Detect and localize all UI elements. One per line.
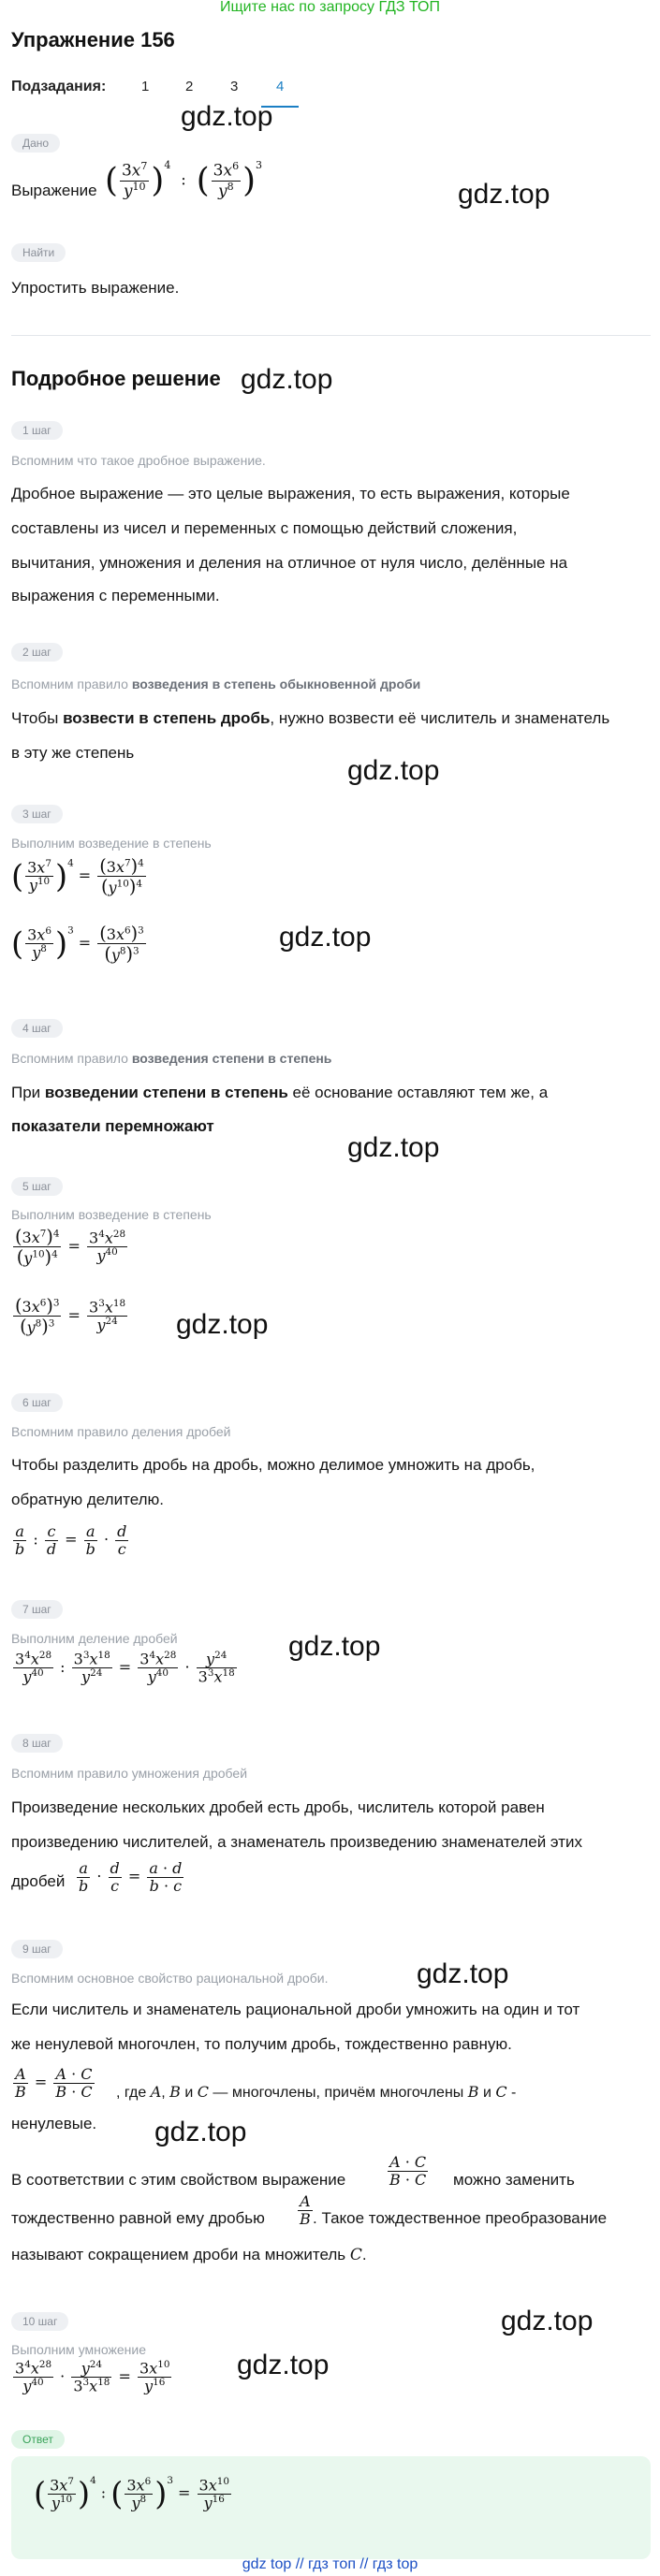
watermark: gdz.top xyxy=(279,922,372,953)
formula-inline-ac-bc: $\frac{A \cdot C}{B \cdot C}$ xyxy=(389,2153,427,2189)
given-expression: ( $\frac{3x^7}{y^{10}}$ )$^4$ : ( $\frac{3x^6}{y^8}$ )$^3$ xyxy=(105,159,263,201)
step-pill: 1 шаг xyxy=(11,421,63,440)
subtask-tab-1[interactable]: 1 xyxy=(141,79,150,95)
solution-title: Подробное решение xyxy=(11,367,221,390)
subtasks-label: Подзадания: xyxy=(11,79,107,95)
divider xyxy=(11,335,651,336)
formula-inline-a-b: $\frac{A}{B}$ xyxy=(300,2192,311,2228)
subtask-tab-3[interactable]: 3 xyxy=(230,79,239,95)
watermark: gdz.top xyxy=(458,179,550,210)
step-text: обратную делителю. xyxy=(11,1491,164,1508)
step-note: Вспомним правило возведения степени в степень xyxy=(11,1051,332,1066)
formula-multiplication: $\frac{3^4x^{28}}{y^{40}}$ · $\frac{y^{24}}{3^3x^{18}}$ = $\frac{3x^{10}}{y^{16}}$ xyxy=(15,2359,170,2395)
find-pill: Найти xyxy=(11,243,66,262)
step-text: . Такое тождественное преобразование xyxy=(313,2209,608,2227)
answer-formula: ( $\frac{3x^7}{y^{10}}$ )$^4$ : ( $\frac{3x^6}{y^8}$ )$^3$ = $\frac{3x^{10}}{y^{16}}$ xyxy=(34,2475,229,2512)
step-pill: 7 шаг xyxy=(11,1600,63,1619)
step-text: показатели перемножают xyxy=(11,1117,214,1135)
step-text: Чтобы возвести в степень дробь, нужно возвести её числитель и знаменатель xyxy=(11,709,610,727)
step-pill: 4 шаг xyxy=(11,1019,63,1038)
footer-links[interactable]: gdz top // гдз топ // гдз top xyxy=(242,2556,418,2572)
step-text: составлены из чисел и переменных с помощью действий сложения, xyxy=(11,519,518,537)
formula-power-4: $\frac{(3x^6)^3}{(y^8)^3}$ = $\frac{3^3x^{18}}{y^{24}}$ xyxy=(15,1295,126,1338)
step-note: Вспомним правило деления дробей xyxy=(11,1424,231,1439)
watermark: gdz.top xyxy=(417,1958,509,1989)
step-text: Дробное выражение — это целые выражения, то есть выражения, которые xyxy=(11,485,570,502)
step-note: Вспомним правило возведения в степень обыкновенной дроби xyxy=(11,677,421,691)
step-note: Выполним умножение xyxy=(11,2342,147,2357)
answer-pill: Ответ xyxy=(11,2430,65,2449)
formula-division-rule: $\frac{a}{b}$ : $\frac{c}{d}$ = $\frac{a}{b}$ · $\frac{d}{c}$ xyxy=(15,1522,127,1558)
step-note: Вспомним основное свойство рациональной дроби. xyxy=(11,1971,329,1986)
step-text: тождественно равной ему дробью xyxy=(11,2209,265,2227)
step-text: произведению числителей, а знаменатель произведению знаменателей этих xyxy=(11,1833,583,1851)
find-text: Упростить выражение. xyxy=(11,279,180,297)
step-text: При возведении степени в степень её основание оставляют тем же, а xyxy=(11,1084,549,1101)
step-text: можно заменить xyxy=(453,2171,575,2189)
step-text: Произведение нескольких дробей есть дробь, числитель которой равен xyxy=(11,1798,545,1816)
step-pill: 2 шаг xyxy=(11,643,63,662)
step-pill: 6 шаг xyxy=(11,1393,63,1412)
page-title: Упражнение 156 xyxy=(11,28,175,51)
step-text: же ненулевой многочлен, то получим дробь, тождественно равную. xyxy=(11,2035,512,2053)
answer-box xyxy=(11,2456,651,2559)
step-pill: 9 шаг xyxy=(11,1940,63,1958)
formula-power-3: $\frac{(3x^7)^4}{(y^{10})^4}$ = $\frac{3^4x^{28}}{y^{40}}$ xyxy=(15,1226,126,1269)
watermark: gdz.top xyxy=(176,1309,269,1340)
step-text: Чтобы разделить дробь на дробь, можно делимое умножить на дробь, xyxy=(11,1456,535,1474)
step-note: Вспомним правило умножения дробей xyxy=(11,1766,248,1781)
step-text: в эту же степень xyxy=(11,744,135,762)
watermark: gdz.top xyxy=(347,1132,440,1163)
watermark: gdz.top xyxy=(288,1631,381,1662)
expression-label: Выражение xyxy=(11,182,97,199)
step-text: Если числитель и знаменатель рациональной дроби умножить на один и тот xyxy=(11,2001,580,2018)
watermark: gdz.top xyxy=(347,755,440,786)
given-pill: Дано xyxy=(11,134,60,153)
watermark: gdz.top xyxy=(181,101,273,132)
subtask-tab-4[interactable]: 4 xyxy=(276,79,285,95)
step-text: В соответствии с этим свойством выражение xyxy=(11,2171,346,2189)
watermark: gdz.top xyxy=(241,364,333,395)
step-note: Вспомним что такое дробное выражение. xyxy=(11,453,266,468)
formula-power-1: ( $\frac{3x^7}{y^{10}}$ )$^4$ = $\frac{(3x^7)^4}{(y^{10})^4}$ xyxy=(11,855,144,898)
formula-property: $\frac{A}{B}$ = $\frac{A \cdot C}{B \cdot C}$ xyxy=(15,2065,93,2101)
formula-multiplication-rule: $\frac{a}{b}$ · $\frac{d}{c}$ = $\frac{a \cdot d}{b \cdot c}$ xyxy=(79,1859,183,1895)
watermark: gdz.top xyxy=(154,2117,247,2147)
formula-power-2: ( $\frac{3x^6}{y^8}$ )$^3$ = $\frac{(3x^6)^3}{(y^8)^3}$ xyxy=(11,923,144,966)
step-pill: 10 шаг xyxy=(11,2312,68,2331)
step-text: , где A, B и C — многочлены, причём многочлены B и C - xyxy=(116,2083,517,2101)
watermark: gdz.top xyxy=(501,2306,594,2336)
step-text: выражения с переменными. xyxy=(11,587,220,604)
step-text: вычитания, умножения и деления на отличное от нуля число, делённые на xyxy=(11,554,568,572)
step-pill: 5 шаг xyxy=(11,1177,63,1196)
step-pill: 8 шаг xyxy=(11,1734,63,1753)
step-pill: 3 шаг xyxy=(11,805,63,823)
step-text: дробей xyxy=(11,1872,66,1890)
step-text: называют сокращением дроби на множитель C. xyxy=(11,2246,367,2264)
step-text: ненулевые. xyxy=(11,2115,97,2132)
promo-banner[interactable]: Ищите нас по запросу ГДЗ ТОП xyxy=(220,0,440,15)
watermark: gdz.top xyxy=(237,2350,330,2380)
step-note: Выполним возведение в степень xyxy=(11,836,212,851)
subtask-tab-2[interactable]: 2 xyxy=(185,79,194,95)
step-note: Выполним возведение в степень xyxy=(11,1207,212,1222)
step-note: Выполним деление дробей xyxy=(11,1631,178,1646)
formula-division: $\frac{3^4x^{28}}{y^{40}}$ : $\frac{3^3x^{18}}{y^{24}}$ = $\frac{3^4x^{28}}{y^{40}}$ · $\frac{y^{24}}{3^3x^{18}}$ xyxy=(15,1650,235,1686)
